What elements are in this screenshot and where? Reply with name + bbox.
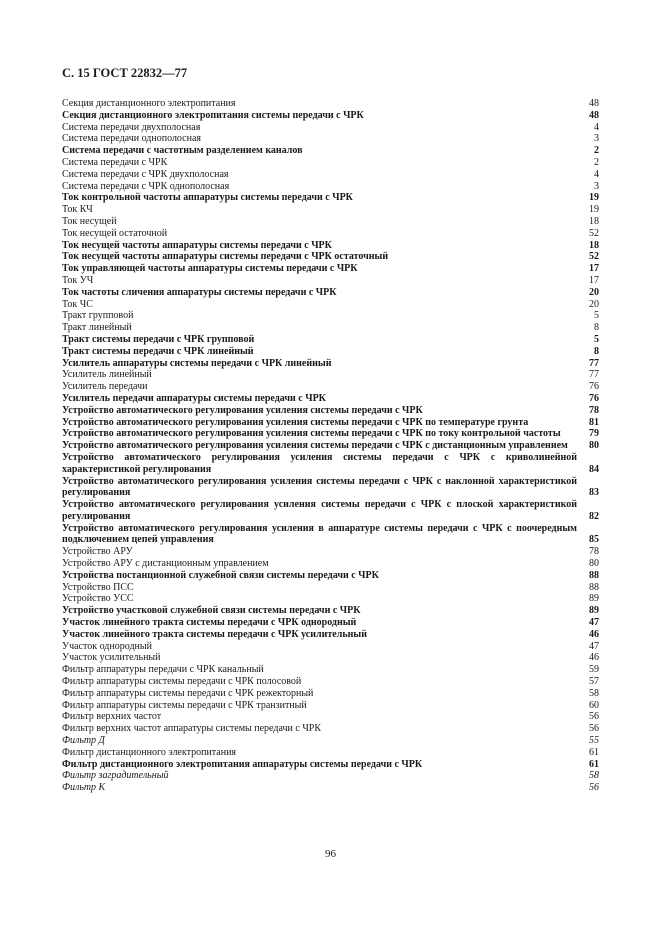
index-entry <box>62 723 599 735</box>
index-entry <box>62 157 599 169</box>
index-term: Фильтр верхних частот аппаратуры системы передачи с ЧРК <box>62 723 322 735</box>
index-page-number: 88 <box>589 581 599 593</box>
alphabetical-index <box>62 98 599 794</box>
index-page-number: 79 <box>589 428 599 440</box>
index-entry <box>62 676 599 688</box>
index-page-number: 17 <box>589 263 599 275</box>
index-entry <box>62 770 599 782</box>
index-page-number: 52 <box>589 251 599 263</box>
index-term: Ток управляющей частоты аппаратуры системы передачи с ЧРК <box>62 263 358 275</box>
index-entry <box>62 605 599 617</box>
index-term: Фильтр дистанционного электропитания аппаратуры системы передачи с ЧРК <box>62 758 423 770</box>
index-term: Устройство автоматического регулирования усиления системы передачи с ЧРК с наклонной характеристикой регулирования <box>62 475 577 499</box>
index-entry <box>62 688 599 700</box>
index-page-number: 89 <box>589 593 599 605</box>
index-term: Устройство автоматического регулирования усиления системы передачи с ЧРК с плоской характеристикой регулирования <box>62 499 577 522</box>
index-term: Ток несущей остаточной <box>62 227 168 239</box>
index-term: Фильтр аппаратуры системы передачи с ЧРК транзитный <box>62 699 307 711</box>
index-term: Система передачи с частотным разделением каналов <box>62 145 303 157</box>
index-term: Ток частоты сличения аппаратуры системы передачи с ЧРК <box>62 286 337 298</box>
index-term: Фильтр заградительный <box>62 770 169 782</box>
index-page-number: 78 <box>589 546 599 558</box>
index-page-number: 57 <box>589 676 599 688</box>
index-term: Фильтр К <box>62 782 106 794</box>
index-term: Фильтр аппаратуры системы передачи с ЧРК полосовой <box>62 676 302 688</box>
index-term: Устройство автоматического регулирования усиления системы передачи с ЧРК с криволинейной характеристикой регулирования <box>62 451 577 475</box>
index-term: Тракт системы передачи с ЧРК групповой <box>62 333 255 345</box>
index-page-number: 18 <box>589 215 599 227</box>
index-entry <box>62 334 599 346</box>
index-entry <box>62 310 599 322</box>
index-page-number: 55 <box>589 735 599 747</box>
index-page-number: 52 <box>589 227 599 239</box>
page-header: С. 15 ГОСТ 22832—77 <box>62 66 188 80</box>
index-page-number: 46 <box>589 652 599 664</box>
index-term: Фильтр Д <box>62 735 105 747</box>
index-page-number: 59 <box>589 664 599 676</box>
index-term: Устройство автоматического регулирования усиления системы передачи с ЧРК по току контрольной частоты <box>62 428 561 440</box>
index-entry <box>62 110 599 122</box>
index-page-number: 56 <box>589 723 599 735</box>
index-term: Система передачи однополосная <box>62 133 202 145</box>
index-term: Устройство УСС <box>62 593 134 605</box>
index-term: Тракт групповой <box>62 310 134 322</box>
index-term: Устройство автоматического регулирования усиления системы передачи с ЧРК <box>62 404 423 416</box>
index-entry <box>62 747 599 759</box>
index-page-number: 2 <box>594 156 599 168</box>
index-term: Устройство участковой служебной связи системы передачи с ЧРК <box>62 605 361 617</box>
index-term: Участок линейного тракта системы передачи с ЧРК усилительный <box>62 628 367 640</box>
index-page-number: 2 <box>594 145 599 157</box>
index-entry <box>62 322 599 334</box>
index-term: Ток УЧ <box>62 274 94 286</box>
index-page-number: 80 <box>589 440 599 452</box>
index-page-number: 56 <box>589 782 599 794</box>
index-entry <box>62 145 599 157</box>
index-term: Участок усилительный <box>62 652 161 664</box>
index-entry <box>62 369 599 381</box>
index-term: Устройство АРУ <box>62 546 133 558</box>
index-term: Система передачи с ЧРК однополосная <box>62 180 230 192</box>
index-entry <box>62 216 599 228</box>
index-page-number: 58 <box>589 770 599 782</box>
index-entry <box>62 299 599 311</box>
index-page-number: 19 <box>589 204 599 216</box>
index-page-number: 76 <box>589 392 599 404</box>
index-page-number: 80 <box>589 558 599 570</box>
index-page-number: 82 <box>589 510 599 522</box>
index-entry <box>62 346 599 358</box>
index-entry <box>62 122 599 134</box>
index-entry <box>62 417 599 429</box>
page-number: 96 <box>325 848 336 860</box>
index-entry <box>62 181 599 193</box>
index-entry <box>62 499 599 523</box>
index-page-number: 84 <box>589 463 599 475</box>
index-entry <box>62 664 599 676</box>
index-entry <box>62 558 599 570</box>
index-entry <box>62 251 599 263</box>
index-page-number: 89 <box>589 605 599 617</box>
index-entry <box>62 652 599 664</box>
index-entry <box>62 476 599 500</box>
index-entry <box>62 523 599 547</box>
index-page-number: 88 <box>589 569 599 581</box>
index-page-number: 5 <box>594 333 599 345</box>
index-entry <box>62 452 599 476</box>
index-entry <box>62 593 599 605</box>
index-page-number: 46 <box>589 628 599 640</box>
index-page-number: 47 <box>589 617 599 629</box>
index-entry <box>62 546 599 558</box>
index-entry <box>62 98 599 110</box>
index-page-number: 20 <box>589 298 599 310</box>
index-page-number: 48 <box>589 109 599 121</box>
index-term: Секция дистанционного электропитания <box>62 98 236 109</box>
index-entry <box>62 275 599 287</box>
index-term: Система передачи двухполосная <box>62 121 201 133</box>
index-term: Система передачи с ЧРК <box>62 156 168 168</box>
index-entry <box>62 240 599 252</box>
index-entry <box>62 440 599 452</box>
index-page-number: 81 <box>589 416 599 428</box>
index-term: Усилитель аппаратуры системы передачи с ЧРК линейный <box>62 357 332 369</box>
index-term: Система передачи с ЧРК двухполосная <box>62 168 229 180</box>
index-entry <box>62 428 599 440</box>
index-page-number: 77 <box>589 357 599 369</box>
index-term: Участок линейного тракта системы передачи с ЧРК однородный <box>62 617 357 629</box>
index-entry <box>62 700 599 712</box>
index-page-number: 3 <box>594 133 599 145</box>
index-entry <box>62 617 599 629</box>
index-page-number: 4 <box>594 121 599 133</box>
index-entry <box>62 204 599 216</box>
index-page-number: 58 <box>589 687 599 699</box>
index-term: Устройство ПСС <box>62 581 134 593</box>
index-term: Участок однородный <box>62 640 152 652</box>
index-term: Ток несущей частоты аппаратуры системы передачи с ЧРК <box>62 239 332 251</box>
index-term: Усилитель передачи аппаратуры системы передачи с ЧРК <box>62 392 326 404</box>
index-term: Устройство автоматического регулирования усиления системы передачи с ЧРК с дистанционным управлением <box>62 440 568 452</box>
index-term: Тракт линейный <box>62 322 132 334</box>
index-entry <box>62 192 599 204</box>
index-page-number: 60 <box>589 699 599 711</box>
index-entry <box>62 570 599 582</box>
index-page-number: 47 <box>589 640 599 652</box>
index-entry <box>62 169 599 181</box>
index-term: Ток КЧ <box>62 204 93 216</box>
index-page-number: 17 <box>589 274 599 286</box>
index-page-number: 5 <box>594 310 599 322</box>
index-term: Фильтр аппаратуры передачи с ЧРК канальный <box>62 664 264 676</box>
index-entry <box>62 782 599 794</box>
index-entry <box>62 629 599 641</box>
index-term: Секция дистанционного электропитания системы передачи с ЧРК <box>62 109 364 121</box>
index-term: Ток несущей <box>62 215 117 227</box>
index-page-number: 8 <box>594 322 599 334</box>
index-entry <box>62 393 599 405</box>
index-term: Усилитель линейный <box>62 369 152 381</box>
index-term: Ток несущей частоты аппаратуры системы передачи с ЧРК остаточный <box>62 251 389 263</box>
index-term: Тракт системы передачи с ЧРК линейный <box>62 345 254 357</box>
index-term: Усилитель передачи <box>62 381 148 393</box>
index-entry <box>62 582 599 594</box>
index-entry <box>62 711 599 723</box>
index-entry <box>62 759 599 771</box>
index-page-number: 76 <box>589 381 599 393</box>
index-term: Устройства постанционной служебной связи системы передачи с ЧРК <box>62 569 379 581</box>
index-term: Фильтр дистанционного электропитания <box>62 746 237 758</box>
index-page-number: 85 <box>589 534 599 546</box>
index-page-number: 20 <box>589 286 599 298</box>
index-term: Фильтр аппаратуры системы передачи с ЧРК режекторный <box>62 687 314 699</box>
index-term: Устройство АРУ с дистанционным управлением <box>62 558 269 570</box>
index-term: Ток ЧС <box>62 298 93 310</box>
index-entry <box>62 641 599 653</box>
index-entry <box>62 263 599 275</box>
index-page-number: 77 <box>589 369 599 381</box>
index-page-number: 61 <box>589 758 599 770</box>
index-page-number: 83 <box>589 487 599 499</box>
index-page-number: 4 <box>594 168 599 180</box>
index-entry <box>62 228 599 240</box>
index-page-number: 18 <box>589 239 599 251</box>
index-term: Ток контрольной частоты аппаратуры системы передачи с ЧРК <box>62 192 353 204</box>
index-page-number: 56 <box>589 711 599 723</box>
index-page-number: 3 <box>594 180 599 192</box>
index-page-number: 61 <box>589 746 599 758</box>
index-entry <box>62 381 599 393</box>
index-entry <box>62 358 599 370</box>
index-entry <box>62 405 599 417</box>
index-entry <box>62 735 599 747</box>
index-page-number: 48 <box>589 98 599 109</box>
index-entry <box>62 133 599 145</box>
index-page-number: 19 <box>589 192 599 204</box>
index-term: Устройство автоматического регулирования усиления в аппаратуре системы передачи с ЧРК с поочередным подключением цепей управления <box>62 522 577 546</box>
index-page-number: 8 <box>594 345 599 357</box>
index-term: Фильтр верхних частот <box>62 711 162 723</box>
index-page-number: 78 <box>589 404 599 416</box>
index-term: Устройство автоматического регулирования усиления системы передачи с ЧРК по температуре грунта <box>62 416 529 428</box>
index-entry <box>62 287 599 299</box>
